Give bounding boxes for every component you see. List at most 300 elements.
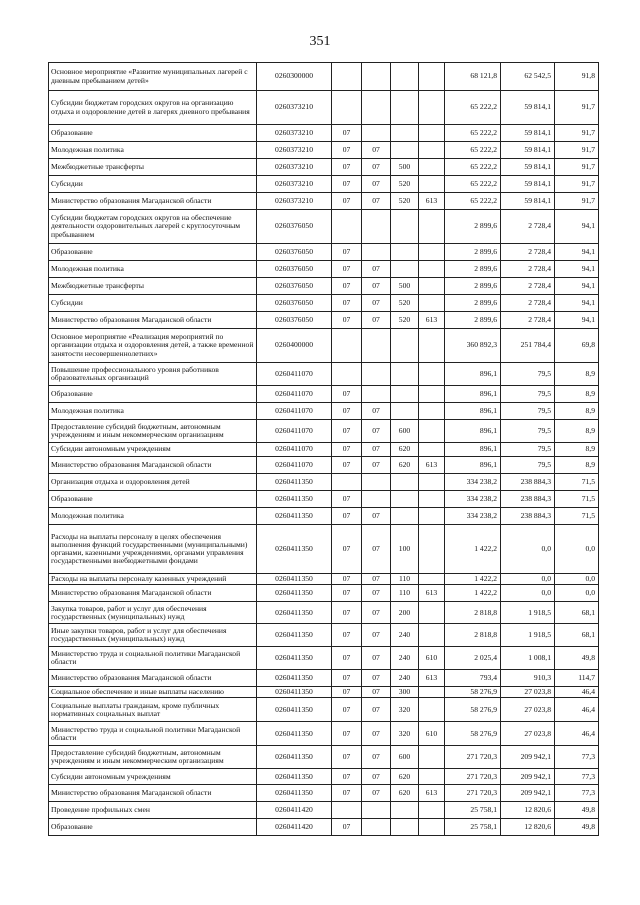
cell-actual: 209 942,1 xyxy=(501,746,555,769)
cell-subsection: 07 xyxy=(362,142,391,159)
cell-expense-type xyxy=(391,142,419,159)
cell-actual: 2 728,4 xyxy=(501,278,555,295)
cell-code: 0260373210 xyxy=(257,176,332,193)
cell-code: 0260411350 xyxy=(257,624,332,647)
cell-plan: 58 276,9 xyxy=(445,687,501,698)
table-row xyxy=(49,386,599,403)
cell-subsection: 07 xyxy=(362,261,391,278)
cell-actual: 1 918,5 xyxy=(501,602,555,624)
cell-actual: 2 728,4 xyxy=(501,244,555,261)
cell-subsection: 07 xyxy=(362,785,391,802)
cell-subsection: 07 xyxy=(362,769,391,785)
cell-actual: 2 728,4 xyxy=(501,295,555,312)
cell-percent: 91,7 xyxy=(555,176,599,193)
cell-section: 07 xyxy=(332,769,362,785)
cell-code: 0260411070 xyxy=(257,443,332,457)
cell-admin xyxy=(419,210,445,244)
cell-code: 0260376050 xyxy=(257,261,332,278)
cell-admin xyxy=(419,443,445,457)
cell-name: Министерство образования Магаданской области xyxy=(49,193,257,210)
cell-name: Министерство образования Магаданской области xyxy=(49,585,257,602)
cell-actual: 238 884,3 xyxy=(501,491,555,508)
cell-name: Образование xyxy=(49,125,257,142)
cell-code: 0260411350 xyxy=(257,491,332,508)
cell-expense-type xyxy=(391,210,419,244)
cell-name: Образование xyxy=(49,386,257,403)
cell-subsection: 07 xyxy=(362,624,391,647)
cell-expense-type xyxy=(391,63,419,91)
cell-subsection: 07 xyxy=(362,574,391,585)
cell-code: 0260411350 xyxy=(257,687,332,698)
cell-plan: 65 222,2 xyxy=(445,91,501,125)
cell-expense-type: 520 xyxy=(391,295,419,312)
cell-actual: 1 008,1 xyxy=(501,647,555,670)
cell-admin xyxy=(419,698,445,722)
cell-section: 07 xyxy=(332,295,362,312)
cell-percent: 91,7 xyxy=(555,159,599,176)
cell-admin xyxy=(419,125,445,142)
cell-percent: 46,4 xyxy=(555,698,599,722)
cell-percent: 49,8 xyxy=(555,802,599,819)
cell-subsection: 07 xyxy=(362,457,391,474)
cell-expense-type xyxy=(391,91,419,125)
cell-subsection: 07 xyxy=(362,508,391,525)
cell-percent: 71,5 xyxy=(555,508,599,525)
cell-subsection xyxy=(362,125,391,142)
cell-name: Министерство образования Магаданской области xyxy=(49,312,257,329)
cell-actual: 0,0 xyxy=(501,574,555,585)
cell-actual: 251 784,4 xyxy=(501,329,555,363)
cell-expense-type: 620 xyxy=(391,443,419,457)
cell-code: 0260411070 xyxy=(257,403,332,420)
table-row xyxy=(49,125,599,142)
cell-subsection: 07 xyxy=(362,193,391,210)
cell-plan: 896,1 xyxy=(445,457,501,474)
cell-subsection: 07 xyxy=(362,746,391,769)
cell-code: 0260376050 xyxy=(257,312,332,329)
cell-name: Молодежная политика xyxy=(49,508,257,525)
cell-percent: 71,5 xyxy=(555,474,599,491)
cell-expense-type xyxy=(391,244,419,261)
cell-expense-type: 600 xyxy=(391,746,419,769)
cell-section: 07 xyxy=(332,159,362,176)
table-row xyxy=(49,722,599,746)
cell-subsection: 07 xyxy=(362,278,391,295)
cell-percent: 94,1 xyxy=(555,278,599,295)
cell-code: 0260411350 xyxy=(257,585,332,602)
cell-name: Министерство образования Магаданской области xyxy=(49,785,257,802)
cell-expense-type: 240 xyxy=(391,670,419,687)
cell-plan: 1 422,2 xyxy=(445,585,501,602)
cell-actual: 238 884,3 xyxy=(501,474,555,491)
cell-section: 07 xyxy=(332,403,362,420)
cell-code: 0260376050 xyxy=(257,244,332,261)
cell-section: 07 xyxy=(332,312,362,329)
cell-section xyxy=(332,329,362,363)
cell-admin: 613 xyxy=(419,785,445,802)
cell-plan: 25 758,1 xyxy=(445,802,501,819)
cell-name: Министерство труда и социальной политики Магаданской области xyxy=(49,647,257,670)
cell-name: Министерство образования Магаданской области xyxy=(49,457,257,474)
cell-expense-type xyxy=(391,403,419,420)
cell-subsection: 07 xyxy=(362,525,391,574)
cell-name: Молодежная политика xyxy=(49,142,257,159)
cell-plan: 65 222,2 xyxy=(445,193,501,210)
cell-code: 0260373210 xyxy=(257,91,332,125)
cell-percent: 8,9 xyxy=(555,457,599,474)
cell-plan: 65 222,2 xyxy=(445,159,501,176)
table-row xyxy=(49,403,599,420)
cell-code: 0260411420 xyxy=(257,819,332,836)
cell-subsection: 07 xyxy=(362,687,391,698)
table-row xyxy=(49,193,599,210)
cell-expense-type xyxy=(391,261,419,278)
cell-plan: 25 758,1 xyxy=(445,819,501,836)
cell-section: 07 xyxy=(332,698,362,722)
table-row xyxy=(49,91,599,125)
cell-expense-type xyxy=(391,329,419,363)
cell-subsection: 07 xyxy=(362,722,391,746)
cell-plan: 2 818,8 xyxy=(445,624,501,647)
cell-expense-type: 320 xyxy=(391,698,419,722)
cell-percent: 94,1 xyxy=(555,295,599,312)
cell-actual: 0,0 xyxy=(501,525,555,574)
cell-section xyxy=(332,363,362,386)
cell-expense-type xyxy=(391,819,419,836)
cell-percent: 77,3 xyxy=(555,785,599,802)
cell-code: 0260411350 xyxy=(257,698,332,722)
cell-admin xyxy=(419,142,445,159)
table-row xyxy=(49,746,599,769)
table-row xyxy=(49,443,599,457)
cell-expense-type: 520 xyxy=(391,193,419,210)
cell-code: 0260411350 xyxy=(257,525,332,574)
cell-name: Субсидии автономным учреждениям xyxy=(49,769,257,785)
cell-subsection: 07 xyxy=(362,159,391,176)
cell-code: 0260411350 xyxy=(257,722,332,746)
cell-admin xyxy=(419,819,445,836)
cell-name: Расходы на выплаты персоналу в целях обеспечения выполнения функций государственными (муниципальными) органами, казенными учреждениями, органами управления государственными внебюджетными фондами xyxy=(49,525,257,574)
cell-admin xyxy=(419,802,445,819)
table-row xyxy=(49,802,599,819)
cell-expense-type: 620 xyxy=(391,769,419,785)
table-row xyxy=(49,420,599,443)
cell-section: 07 xyxy=(332,142,362,159)
cell-name: Межбюджетные трансферты xyxy=(49,159,257,176)
cell-admin: 613 xyxy=(419,312,445,329)
cell-subsection: 07 xyxy=(362,585,391,602)
cell-section: 07 xyxy=(332,491,362,508)
table-row xyxy=(49,491,599,508)
cell-percent: 8,9 xyxy=(555,363,599,386)
cell-code: 0260373210 xyxy=(257,159,332,176)
cell-actual: 62 542,5 xyxy=(501,63,555,91)
cell-section: 07 xyxy=(332,670,362,687)
cell-plan: 2 899,6 xyxy=(445,244,501,261)
cell-percent: 68,1 xyxy=(555,602,599,624)
cell-subsection: 07 xyxy=(362,698,391,722)
cell-actual: 27 023,8 xyxy=(501,687,555,698)
cell-section: 07 xyxy=(332,624,362,647)
cell-expense-type: 320 xyxy=(391,722,419,746)
cell-name: Министерство образования Магаданской области xyxy=(49,670,257,687)
cell-percent: 69,8 xyxy=(555,329,599,363)
cell-admin xyxy=(419,474,445,491)
cell-code: 0260400000 xyxy=(257,329,332,363)
cell-name: Организация отдыха и оздоровления детей xyxy=(49,474,257,491)
cell-subsection xyxy=(362,491,391,508)
cell-code: 0260376050 xyxy=(257,295,332,312)
cell-section: 07 xyxy=(332,585,362,602)
cell-code: 0260411350 xyxy=(257,746,332,769)
cell-section xyxy=(332,474,362,491)
cell-admin xyxy=(419,386,445,403)
cell-section: 07 xyxy=(332,602,362,624)
cell-admin: 613 xyxy=(419,193,445,210)
cell-expense-type xyxy=(391,386,419,403)
cell-name: Социальное обеспечение и иные выплаты населению xyxy=(49,687,257,698)
cell-plan: 68 121,8 xyxy=(445,63,501,91)
cell-code: 0260373210 xyxy=(257,193,332,210)
cell-plan: 2 899,6 xyxy=(445,210,501,244)
cell-plan: 2 818,8 xyxy=(445,602,501,624)
cell-actual: 59 814,1 xyxy=(501,193,555,210)
cell-name: Предоставление субсидий бюджетным, автономным учреждениям и иным некоммерческим организациям xyxy=(49,746,257,769)
cell-percent: 94,1 xyxy=(555,312,599,329)
cell-admin xyxy=(419,63,445,91)
cell-plan: 271 720,3 xyxy=(445,785,501,802)
cell-actual: 59 814,1 xyxy=(501,176,555,193)
cell-admin xyxy=(419,176,445,193)
cell-name: Субсидии автономным учреждениям xyxy=(49,443,257,457)
table-row xyxy=(49,624,599,647)
cell-percent: 0,0 xyxy=(555,574,599,585)
cell-percent: 71,5 xyxy=(555,491,599,508)
cell-code: 0260373210 xyxy=(257,142,332,159)
cell-admin xyxy=(419,746,445,769)
cell-plan: 1 422,2 xyxy=(445,574,501,585)
cell-expense-type xyxy=(391,802,419,819)
cell-plan: 334 238,2 xyxy=(445,474,501,491)
table-row xyxy=(49,261,599,278)
cell-admin: 610 xyxy=(419,647,445,670)
cell-actual: 79,5 xyxy=(501,403,555,420)
cell-subsection xyxy=(362,91,391,125)
cell-section: 07 xyxy=(332,457,362,474)
cell-section: 07 xyxy=(332,647,362,670)
cell-percent: 8,9 xyxy=(555,386,599,403)
cell-expense-type xyxy=(391,491,419,508)
cell-name: Молодежная политика xyxy=(49,261,257,278)
cell-admin xyxy=(419,278,445,295)
cell-subsection xyxy=(362,363,391,386)
cell-plan: 2 899,6 xyxy=(445,261,501,278)
table-row xyxy=(49,670,599,687)
cell-plan: 2 025,4 xyxy=(445,647,501,670)
table-row xyxy=(49,769,599,785)
cell-plan: 58 276,9 xyxy=(445,698,501,722)
cell-actual: 209 942,1 xyxy=(501,769,555,785)
cell-name: Основное мероприятие «Развитие муниципальных лагерей с дневным пребыванием детей» xyxy=(49,63,257,91)
cell-subsection: 07 xyxy=(362,295,391,312)
table-row xyxy=(49,525,599,574)
cell-code: 0260411350 xyxy=(257,474,332,491)
cell-expense-type: 110 xyxy=(391,574,419,585)
cell-section: 07 xyxy=(332,125,362,142)
cell-plan: 2 899,6 xyxy=(445,278,501,295)
cell-percent: 91,7 xyxy=(555,125,599,142)
cell-admin xyxy=(419,508,445,525)
cell-actual: 27 023,8 xyxy=(501,698,555,722)
table-row xyxy=(49,574,599,585)
cell-section: 07 xyxy=(332,687,362,698)
cell-percent: 91,7 xyxy=(555,91,599,125)
cell-expense-type: 600 xyxy=(391,420,419,443)
cell-percent: 77,3 xyxy=(555,769,599,785)
table-row xyxy=(49,159,599,176)
cell-section: 07 xyxy=(332,420,362,443)
cell-name: Субсидии xyxy=(49,295,257,312)
cell-subsection: 07 xyxy=(362,647,391,670)
cell-expense-type: 620 xyxy=(391,785,419,802)
cell-expense-type xyxy=(391,508,419,525)
cell-section: 07 xyxy=(332,443,362,457)
table-row xyxy=(49,176,599,193)
cell-section: 07 xyxy=(332,386,362,403)
cell-plan: 793,4 xyxy=(445,670,501,687)
cell-section xyxy=(332,91,362,125)
table-row xyxy=(49,647,599,670)
cell-subsection xyxy=(362,802,391,819)
cell-expense-type: 300 xyxy=(391,687,419,698)
cell-name: Закупка товаров, работ и услуг для обеспечения государственных (муниципальных) нужд xyxy=(49,602,257,624)
cell-expense-type: 620 xyxy=(391,457,419,474)
cell-admin xyxy=(419,525,445,574)
cell-actual: 79,5 xyxy=(501,443,555,457)
table-row xyxy=(49,363,599,386)
table-row xyxy=(49,508,599,525)
cell-percent: 46,4 xyxy=(555,687,599,698)
table-row xyxy=(49,142,599,159)
cell-percent: 8,9 xyxy=(555,420,599,443)
cell-admin xyxy=(419,91,445,125)
cell-actual: 59 814,1 xyxy=(501,159,555,176)
cell-admin xyxy=(419,244,445,261)
cell-admin xyxy=(419,574,445,585)
cell-section: 07 xyxy=(332,722,362,746)
cell-section xyxy=(332,63,362,91)
cell-subsection: 07 xyxy=(362,670,391,687)
cell-actual: 27 023,8 xyxy=(501,722,555,746)
cell-plan: 896,1 xyxy=(445,403,501,420)
cell-actual: 0,0 xyxy=(501,585,555,602)
cell-code: 0260411350 xyxy=(257,508,332,525)
cell-admin xyxy=(419,363,445,386)
cell-admin: 613 xyxy=(419,585,445,602)
cell-actual: 79,5 xyxy=(501,363,555,386)
cell-section: 07 xyxy=(332,278,362,295)
table-row xyxy=(49,63,599,91)
table-row xyxy=(49,278,599,295)
cell-actual: 2 728,4 xyxy=(501,261,555,278)
cell-code: 0260376050 xyxy=(257,210,332,244)
cell-code: 0260411070 xyxy=(257,457,332,474)
cell-plan: 65 222,2 xyxy=(445,142,501,159)
cell-subsection xyxy=(362,210,391,244)
cell-actual: 238 884,3 xyxy=(501,508,555,525)
cell-section: 07 xyxy=(332,261,362,278)
cell-percent: 91,7 xyxy=(555,193,599,210)
cell-plan: 271 720,3 xyxy=(445,769,501,785)
table-row xyxy=(49,474,599,491)
cell-admin xyxy=(419,491,445,508)
table-row xyxy=(49,244,599,261)
cell-code: 0260411350 xyxy=(257,602,332,624)
cell-actual: 209 942,1 xyxy=(501,785,555,802)
cell-plan: 2 899,6 xyxy=(445,295,501,312)
cell-code: 0260411350 xyxy=(257,670,332,687)
cell-subsection: 07 xyxy=(362,176,391,193)
cell-name: Основное мероприятие «Реализация мероприятий по организации отдыха и оздоровления детей, а также временной занятости несовершеннолетних» xyxy=(49,329,257,363)
cell-expense-type: 520 xyxy=(391,176,419,193)
cell-code: 0260411350 xyxy=(257,574,332,585)
cell-subsection xyxy=(362,819,391,836)
cell-actual: 12 820,6 xyxy=(501,802,555,819)
cell-section: 07 xyxy=(332,746,362,769)
cell-admin xyxy=(419,420,445,443)
cell-admin xyxy=(419,602,445,624)
cell-code: 0260411350 xyxy=(257,769,332,785)
cell-admin xyxy=(419,329,445,363)
cell-name: Образование xyxy=(49,491,257,508)
cell-expense-type: 200 xyxy=(391,602,419,624)
cell-code: 0260411070 xyxy=(257,420,332,443)
cell-section: 07 xyxy=(332,193,362,210)
cell-name: Образование xyxy=(49,819,257,836)
cell-expense-type xyxy=(391,474,419,491)
cell-percent: 94,1 xyxy=(555,244,599,261)
cell-name: Министерство труда и социальной политики Магаданской области xyxy=(49,722,257,746)
cell-plan: 896,1 xyxy=(445,363,501,386)
cell-name: Молодежная политика xyxy=(49,403,257,420)
cell-actual: 79,5 xyxy=(501,457,555,474)
cell-name: Межбюджетные трансферты xyxy=(49,278,257,295)
cell-subsection xyxy=(362,244,391,261)
cell-actual: 59 814,1 xyxy=(501,91,555,125)
cell-percent: 91,8 xyxy=(555,63,599,91)
cell-admin xyxy=(419,687,445,698)
table-row xyxy=(49,687,599,698)
cell-name: Предоставление субсидий бюджетным, автономным учреждениям и иным некоммерческим организациям xyxy=(49,420,257,443)
cell-expense-type: 100 xyxy=(391,525,419,574)
table-row xyxy=(49,312,599,329)
cell-plan: 334 238,2 xyxy=(445,491,501,508)
cell-code: 0260411420 xyxy=(257,802,332,819)
cell-expense-type: 500 xyxy=(391,159,419,176)
cell-plan: 65 222,2 xyxy=(445,125,501,142)
cell-name: Повышение профессионального уровня работников образовательных организаций xyxy=(49,363,257,386)
cell-percent: 94,1 xyxy=(555,210,599,244)
cell-plan: 896,1 xyxy=(445,386,501,403)
budget-table xyxy=(48,62,599,836)
cell-subsection xyxy=(362,63,391,91)
cell-code: 0260376050 xyxy=(257,278,332,295)
cell-subsection: 07 xyxy=(362,420,391,443)
cell-section: 07 xyxy=(332,508,362,525)
cell-actual: 79,5 xyxy=(501,420,555,443)
table-row xyxy=(49,602,599,624)
table-row xyxy=(49,457,599,474)
